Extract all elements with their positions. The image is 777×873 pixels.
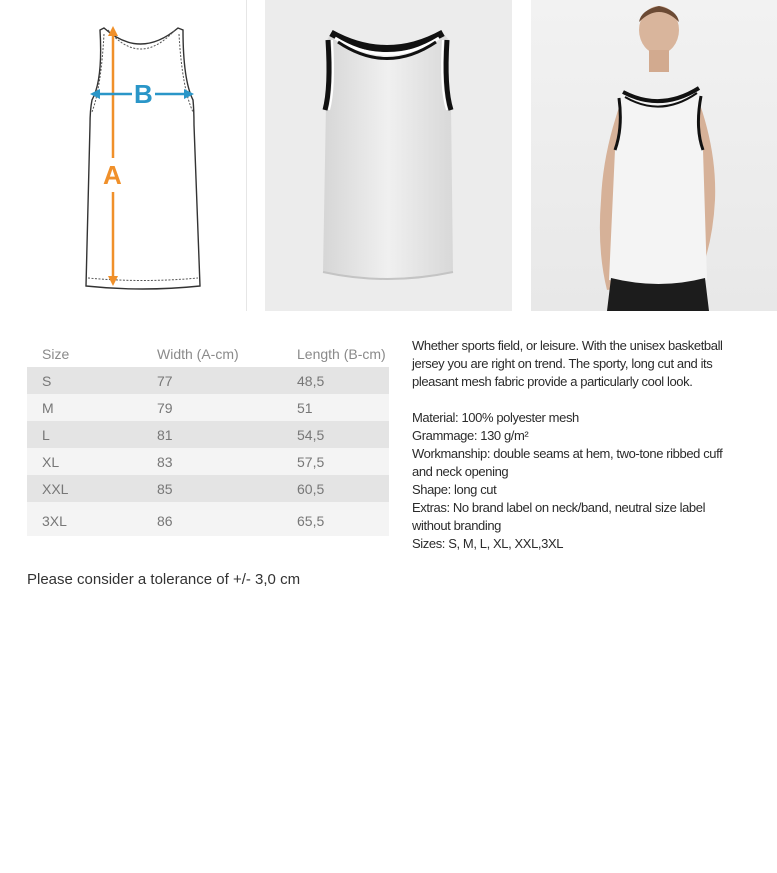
workmanship-line: Workmanship: double seams at hem, two-tone ribbed cuff and neck opening [412, 446, 723, 479]
table-row [27, 502, 389, 536]
size-cell: S [27, 367, 142, 394]
label-b: B [134, 79, 153, 109]
width-cell: 81 [142, 421, 282, 448]
table-row [27, 448, 389, 475]
extras-line: Extras: No brand label on neck/band, neutral size label without branding [412, 500, 706, 533]
material-line: Material: 100% polyester mesh [412, 410, 579, 425]
jersey-image [265, 0, 512, 311]
product-photo [265, 0, 512, 311]
width-cell: 85 [142, 475, 282, 502]
sizes-line: Sizes: S, M, L, XL, XXL,3XL [412, 536, 564, 551]
table-header-row [27, 340, 389, 367]
model-photo [531, 0, 777, 311]
tank-top-outline [0, 0, 246, 311]
grammage-line: Grammage: 130 g/m² [412, 428, 529, 443]
header-length: Length (B-cm) [282, 340, 389, 367]
tolerance-note: Please consider a tolerance of +/- 3,0 cm [27, 571, 301, 588]
size-cell: M [27, 394, 142, 421]
length-cell: 65,5 [282, 502, 389, 536]
size-cell: XXL [27, 475, 142, 502]
size-table [27, 340, 389, 536]
length-cell: 60,5 [282, 475, 389, 502]
width-cell: 83 [142, 448, 282, 475]
header-size: Size [27, 340, 142, 367]
header-width: Width (A-cm) [142, 340, 282, 367]
length-cell: 51 [282, 394, 389, 421]
shape-line: Shape: long cut [412, 482, 497, 497]
size-cell: 3XL [27, 502, 142, 536]
width-cell: 77 [142, 367, 282, 394]
length-cell: 57,5 [282, 448, 389, 475]
label-a: A [103, 160, 122, 190]
size-cell: L [27, 421, 142, 448]
table-row [27, 394, 389, 421]
width-cell: 79 [142, 394, 282, 421]
size-cell: XL [27, 448, 142, 475]
table-row [27, 367, 389, 394]
panel-divider [246, 0, 247, 311]
model-image [531, 0, 777, 311]
length-cell: 54,5 [282, 421, 389, 448]
description-intro: Whether sports field, or leisure. With the unisex basketball jersey you are right on trend. The sporty, long cut and its pleasant mesh fabric provide a particularly cool look. [412, 338, 723, 389]
width-cell: 86 [142, 502, 282, 536]
length-cell: 48,5 [282, 367, 389, 394]
table-row [27, 421, 389, 448]
table-row [27, 475, 389, 502]
product-description [412, 337, 742, 553]
measurement-diagram [0, 0, 246, 311]
